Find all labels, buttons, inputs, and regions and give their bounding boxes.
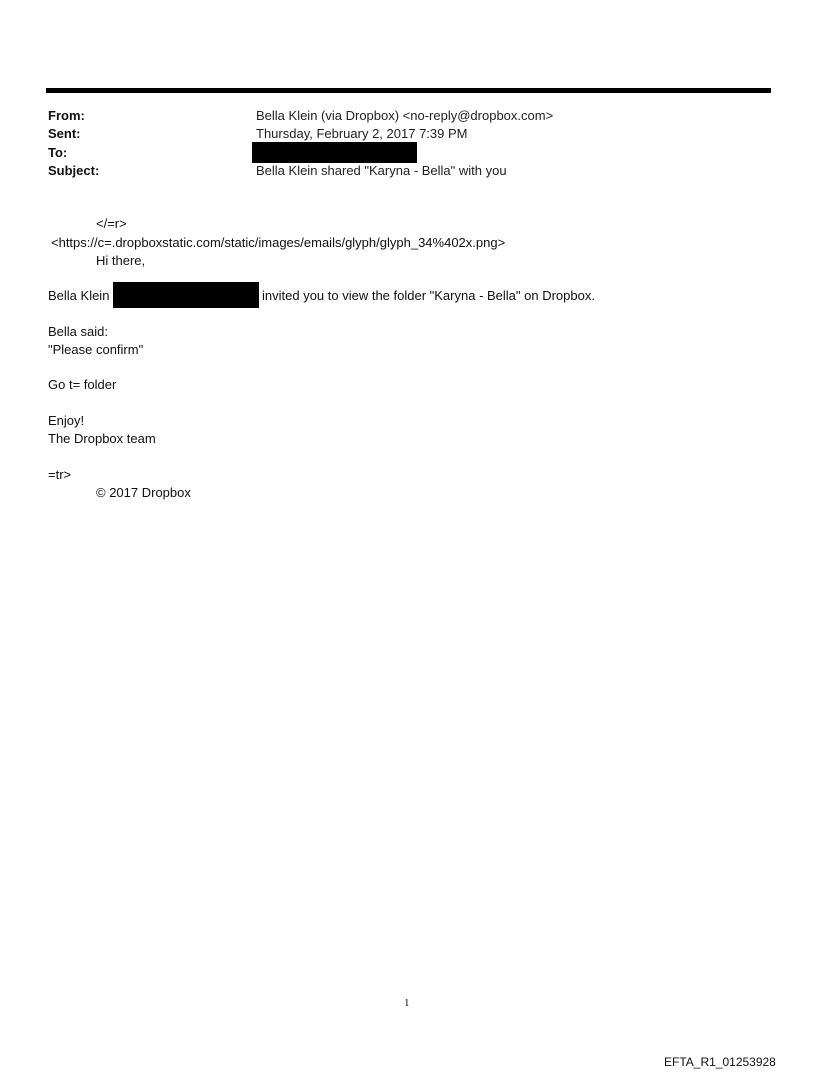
- sender-email-redaction-box: [113, 282, 259, 308]
- subject-label: Subject:: [48, 163, 100, 178]
- greeting: Hi there,: [96, 253, 146, 268]
- from-value: Bella Klein (via Dropbox) <no-reply@dropbox.com>: [256, 108, 554, 123]
- go-to-folder-line: Go t= folder: [48, 377, 117, 392]
- tr-artifact-line: =tr>: [48, 467, 72, 482]
- signoff: Enjoy!: [48, 413, 85, 428]
- sent-label: Sent:: [48, 126, 81, 141]
- to-label: To:: [48, 145, 68, 160]
- copyright: © 2017 Dropbox: [96, 485, 191, 500]
- sent-value: Thursday, February 2, 2017 7:39 PM: [256, 126, 468, 141]
- html-artifact-line: </=r>: [96, 216, 127, 231]
- team-signature: The Dropbox team: [48, 431, 156, 446]
- to-redaction-box: [252, 142, 417, 163]
- said-label: Bella said:: [48, 324, 108, 339]
- sender-name: Bella Klein: [48, 288, 110, 303]
- page-number: 1: [404, 997, 410, 1009]
- image-url-line: <https://c=.dropboxstatic.com/static/images/emails/glyph/glyph_34%402x.png>: [51, 235, 506, 250]
- bates-number: EFTA_R1_01253928: [664, 1055, 776, 1069]
- from-label: From:: [48, 108, 85, 123]
- header-divider-rule: [46, 88, 771, 93]
- invite-text: invited you to view the folder "Karyna - Bella" on Dropbox.: [262, 288, 595, 303]
- message-text: "Please confirm": [48, 342, 144, 357]
- subject-value: Bella Klein shared "Karyna - Bella" with you: [256, 163, 507, 178]
